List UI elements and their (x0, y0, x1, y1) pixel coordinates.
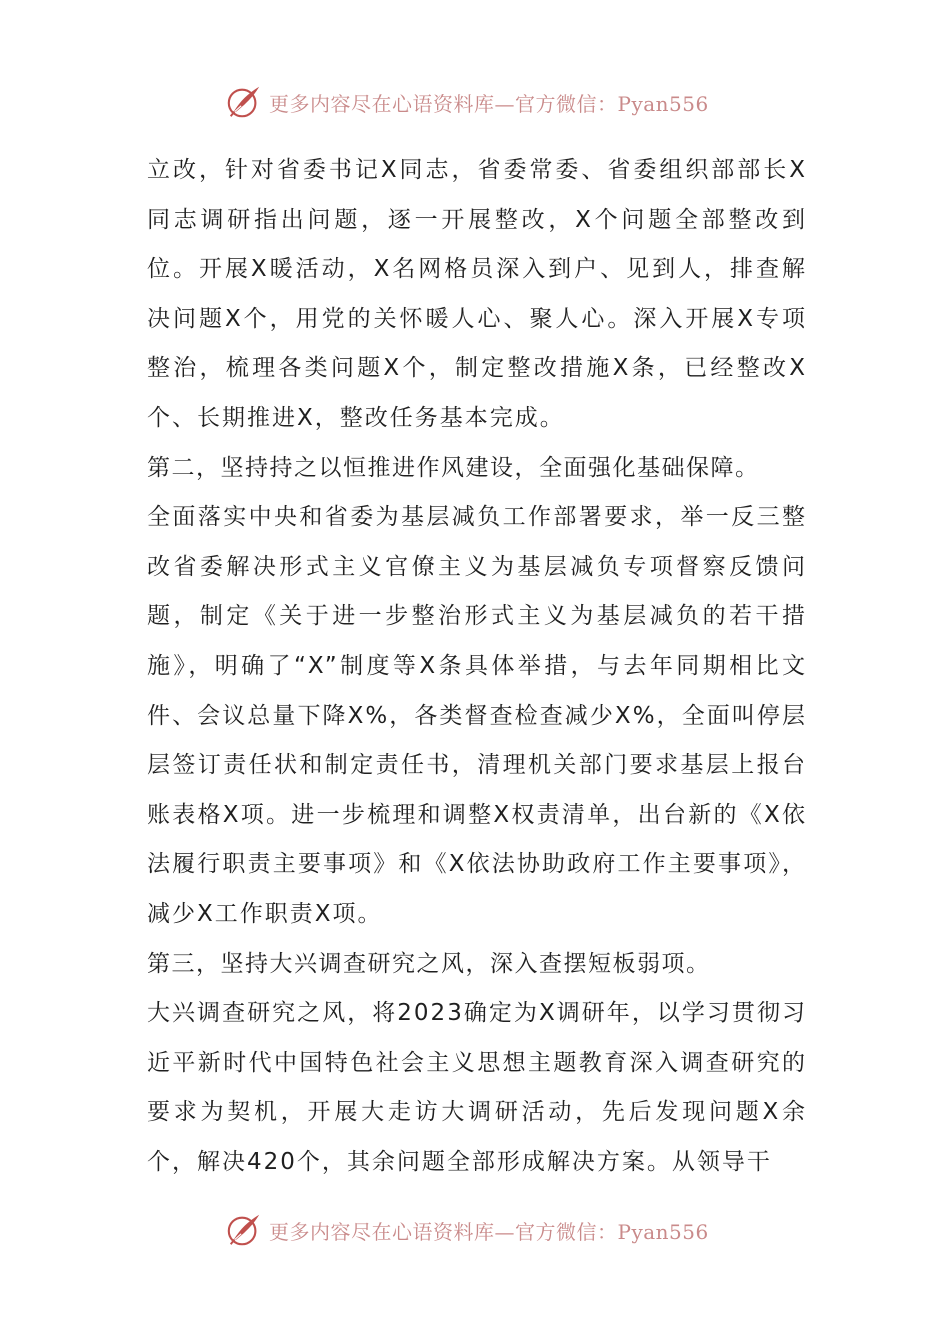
footer-banner (225, 1210, 709, 1250)
banner-text: 更多内容尽在心语资料库—官方微信：Pyan556 (269, 91, 709, 116)
paragraph-continuation: 立改，针对省委书记X同志，省委常委、省委组织部部长X同志调研指出问题，逐一开展整改，X个问题全部整改到位。开展X暖活动，X名网格员深入到户、见到人，排查解决问题X个，用党的关怀暖人心、聚人心。深入开展X专项整治，梳理各类问题X个，制定整改措施X条，已经整改X个、长期推进X，整改任务基本完成。 (147, 157, 807, 431)
paragraph-section-3: 大兴调查研究之风，将2023确定为X调研年，以学习贯彻习近平新时代中国特色社会主义思想主题教育深入调查研究的要求为契机，开展大走访大调研活动，先后发现问题X余个，解决420个，其余问题全部形成解决方案。从领导干 (147, 1000, 807, 1175)
quill-pen-logo-icon (225, 83, 263, 121)
document-body (147, 146, 807, 1187)
quill-pen-logo-icon (225, 1211, 263, 1249)
section-heading-3: 第三，坚持大兴调查研究之风，深入查摆短板弱项。 (147, 950, 711, 977)
header-banner (225, 82, 709, 122)
section-heading-2: 第二，坚持持之以恒推进作风建设，全面强化基础保障。 (147, 454, 760, 481)
banner-text: 更多内容尽在心语资料库—官方微信：Pyan556 (269, 1219, 709, 1244)
paragraph-section-2: 全面落实中央和省委为基层减负工作部署要求，举一反三整改省委解决形式主义官僚主义为基层减负专项督察反馈问题，制定《关于进一步整治形式主义为基层减负的若干措施》，明确了“X”制度等X条具体举措，与去年同期相比文件、会议总量下降X%，各类督查检查减少X%，全面叫停层层签订责任状和制定责任书，清理机关部门要求基层上报台账表格X项。进一步梳理和调整X权责清单，出台新的《X依法履行职责主要事项》和《X依法协助政府工作主要事项》，减少X工作职责X项。 (147, 504, 807, 927)
